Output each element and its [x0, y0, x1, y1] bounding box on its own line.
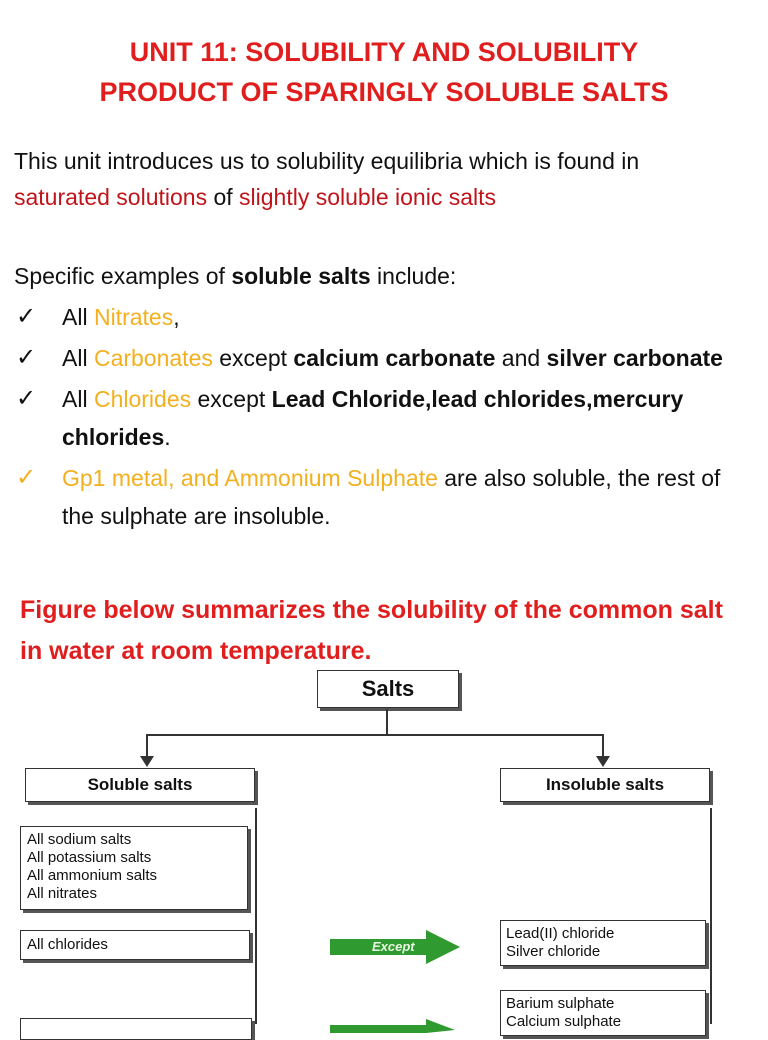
item-text: except [212, 345, 294, 371]
ionic-salts-highlight: slightly soluble ionic salts [239, 184, 496, 210]
title-line-1: UNIT 11: SOLUBILITY AND SOLUBILITY [129, 37, 639, 67]
checkmark-icon: ✓ [16, 303, 37, 330]
item-text: , [173, 304, 180, 330]
sulphate-exceptions-box [500, 990, 706, 1036]
arrow-down-icon [140, 756, 154, 767]
figure-caption: Figure below summarizes the solubility of the common salt in water at room temperature. [20, 596, 723, 665]
except-arrow-icon [330, 930, 462, 964]
exception-item: Silver chloride [506, 943, 601, 960]
soluble-salts-box: Soluble salts [25, 768, 255, 802]
soluble-list-item: All potassium salts [27, 849, 152, 866]
insoluble-salts-box: Insoluble salts [500, 768, 710, 802]
except-label: Except [372, 939, 415, 954]
soluble-list-item: All ammonium salts [27, 867, 158, 884]
salts-box: Salts [317, 670, 459, 708]
chloride-exceptions-box [500, 920, 706, 966]
intro-connector: of [207, 184, 240, 210]
item-text: All [62, 386, 94, 412]
arrow-down-icon [596, 756, 610, 767]
checkmark-icon: ✓ [16, 464, 37, 491]
chlorides-box: All chlorides [20, 930, 250, 960]
item-text: All [62, 304, 94, 330]
item-bold: silver carbonate [546, 345, 723, 371]
checkmark-icon: ✓ [16, 344, 37, 371]
soluble-list-box [20, 826, 248, 910]
exception-item: Calcium sulphate [506, 1013, 622, 1030]
exception-item: Lead(II) chloride [506, 925, 615, 942]
item-text: are also soluble, the rest of the sulphate are insoluble. [62, 465, 721, 529]
lead-bold: soluble salts [231, 263, 371, 289]
lead-suffix: include: [370, 263, 457, 289]
saturated-solutions-highlight: saturated solutions [14, 184, 208, 210]
item-highlight: Chlorides [93, 386, 192, 412]
exception-item: Barium sulphate [506, 995, 615, 1012]
list-item [14, 459, 758, 535]
connector-line [255, 808, 257, 1024]
except-arrow-icon [330, 1013, 462, 1033]
intro-paragraph [14, 143, 754, 215]
checkmark-icon: ✓ [16, 385, 37, 412]
connector-line [146, 734, 603, 736]
item-text: . [164, 424, 171, 450]
item-text: All [62, 345, 94, 371]
item-highlight: Carbonates [93, 345, 213, 371]
list-item [14, 298, 758, 336]
item-highlight: Nitrates [93, 304, 174, 330]
soluble-salts-list [14, 298, 758, 538]
item-text: and [495, 345, 547, 371]
item-bold: Lead Chloride,lead chlorides,mercury chlorides [62, 386, 684, 450]
title-line-2: PRODUCT OF SPARINGLY SOLUBLE SALTS [99, 77, 669, 107]
connector-line [602, 734, 604, 758]
item-highlight: Gp1 metal, and Ammonium Sulphate [62, 465, 438, 491]
intro-text: This unit introduces us to solubility equilibria which is found in [14, 148, 640, 174]
list-item [14, 380, 758, 456]
item-bold: calcium carbonate [293, 345, 496, 371]
page-title [0, 32, 768, 112]
connector-line [386, 709, 388, 735]
soluble-list-item: All sodium salts [27, 831, 132, 848]
solubility-flowchart [0, 668, 768, 1030]
examples-lead [14, 258, 456, 294]
item-text: except [191, 386, 272, 412]
connector-line [710, 808, 712, 1024]
lead-prefix: Specific examples of [14, 263, 232, 289]
sulphates-box [20, 1018, 252, 1040]
list-item [14, 339, 758, 377]
connector-line [146, 734, 148, 758]
soluble-list-item: All nitrates [27, 885, 98, 902]
